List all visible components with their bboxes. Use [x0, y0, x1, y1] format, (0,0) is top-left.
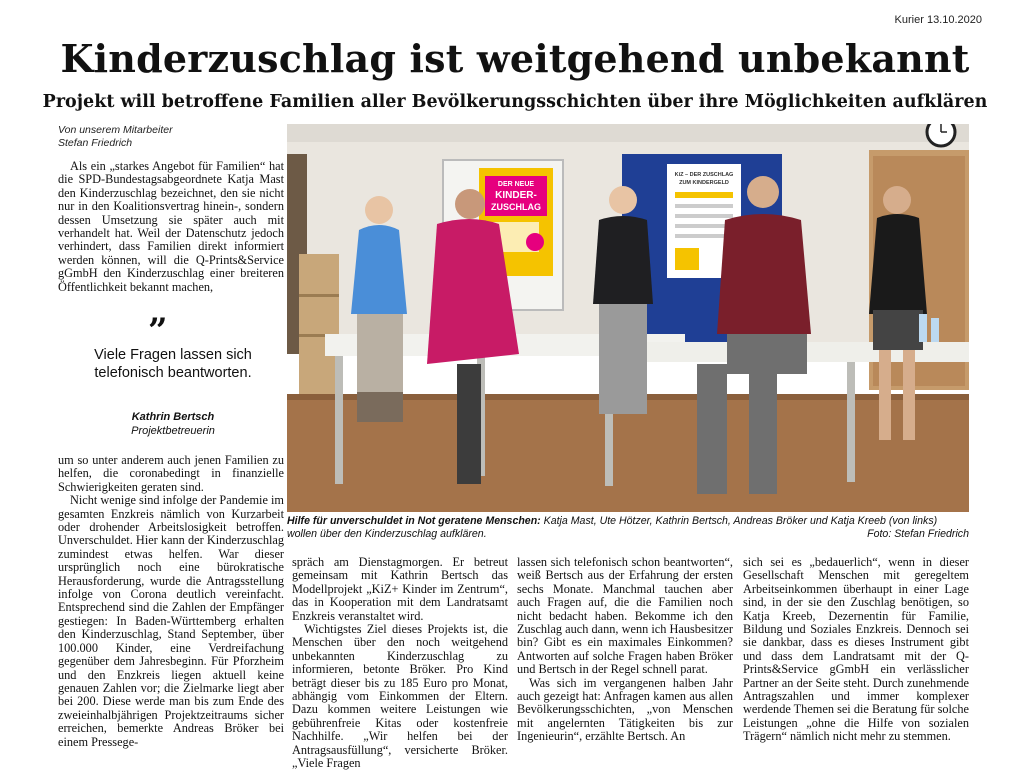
svg-text:DER NEUE: DER NEUE — [497, 181, 535, 188]
svg-text:ZUM KINDERGELD: ZUM KINDERGELD — [679, 180, 729, 186]
article-col3 — [517, 556, 733, 744]
svg-text:KiZ – DER ZUSCHLAG: KiZ – DER ZUSCHLAG — [674, 172, 734, 178]
article-col1-top — [58, 160, 284, 294]
svg-text:KINDER-: KINDER- — [495, 190, 537, 201]
pull-quote-role: Projektbetreuerin — [131, 425, 215, 437]
byline-author: Stefan Friedrich — [58, 137, 133, 149]
caption-text: Katja Mast, Ute Hötzer, Kathrin Bertsch, Andreas Bröker und Katja Kreeb (von links) wollen über den Kinderzuschlag aufklären. — [287, 515, 938, 540]
byline — [58, 124, 173, 150]
paragraph: spräch am Dienstagmorgen. Er betreut gemeinsam mit Kathrin Bertsch das Modellprojekt „KiZ+ Kinder im Zentrum“, das in Kooperation mit dem Landratsamt Enzkreis veranstaltet wird. — [292, 555, 508, 623]
pull-quote-text: Viele Fragen lassen sich telefonisch beantworten. — [94, 347, 252, 381]
article-photo — [287, 124, 969, 512]
pull-quote-author: Kathrin Bertsch — [131, 411, 215, 423]
paragraph: Was sich im vergangenen halben Jahr auch gezeigt hat: Anfragen kamen aus allen Bevölkerungsschichten, „von Menschen mit angelernten Tätigkeiten bis zur Ingenieurin“, erzählte Bertsch. An — [517, 675, 733, 744]
caption-lead: Hilfe für unverschuldet in Not geratene Menschen: — [287, 515, 541, 527]
headline: Kinderzuschlag ist weitgehend unbekannt — [60, 36, 970, 81]
photo-credit: Foto: Stefan Friedrich — [867, 528, 969, 540]
photo-illustration — [287, 124, 969, 512]
subheadline: Projekt will betroffene Familien aller Bevölkerungsschichten über ihre Möglichkeiten aufklären — [42, 92, 988, 112]
source-label: Kurier 13.10.2020 — [894, 14, 982, 26]
article-col1-bottom — [58, 454, 284, 749]
paragraph: Nicht wenige sind infolge der Pandemie im gesamten Enzkreis nämlich von Kurzarbeit oder drohender Arbeitslosigkeit betroffen. Unverschuldet. Hier kann der Kinderzuschlag zumindest etwas helfen. War dieser ursprünglich noch eine bürokratische Herausforderung, wurde die Antragsstellung infolge von Corona deutlich vereinfacht. Entsprechend sind die Zahlen der Empfänger gestiegen: In Baden-Württemberg erhalten den Kinderzuschlag, Stand September, über 100.000 Kinder, eine Verdreifachung gegenüber dem Jahresbeginn. Für Pforzheim und den Enzkreis liegen aktuell keine genauen Zahlen vor; die Zielmarke liegt aber bei 200. Diese werde man bis zum Ende des zweieinhalbjährigen Projektzeitraums sicher erreichen, bemerkte Andreas Bröker bei einem Pressege- — [58, 493, 284, 749]
article-col2 — [292, 556, 508, 771]
byline-line1: Von unserem Mitarbeiter — [58, 124, 173, 136]
paragraph: Als ein „starkes Angebot für Familien“ hat die SPD-Bundestagsabgeordnete Katja Mast den Kinderzuschlag bezeichnet, den sie nicht nur in den Koalitionsvertrag hinein-, sondern dessen Umsetzung sie später auch mit verhandelt hat. Weil der Datenschutz jedoch verhindert, dass Familien direkt informiert werden können, will die Q-Prints&Service gGmbH den Kinderzuschlag einer breiteren Öffentlichkeit bekannt machen, — [58, 159, 284, 294]
paragraph: sich sei es „bedauerlich“, wenn in dieser Gesellschaft Menschen mit geregeltem Arbeitseinkommen überhaupt in einer Lage sind, in der sie den Zuschlag benötigen, so Katja Kreeb, Dezernentin für Familie, Bildung und Soziales Enzkreis. Dennoch sei sie dankbar, dass es dieses Instrument gibt und dass dem Landratsamt mit der Q-Prints&Service gGmbH ein verlässlicher Partner an der Seite steht. Durch zunehmende Antragszahlen und immer komplexer werdende Themen sei die Beratung für solche Leistungen „ohne die Hilfe von sozialen Trägern“ nämlich nicht mehr zu stemmen. — [743, 555, 969, 744]
paragraph: lassen sich telefonisch schon beantworten“, weiß Bertsch aus der Erfahrung der ersten sechs Monate. Manchmal tauchen aber auch Fragen auf, die die Familien noch nicht bedacht haben. Bekomme ich den Zuschlag auch dann, wenn ich Hausbesitzer bin? Gibt es ein maximales Einkommen? Antworten auf solche Fragen haben Bröker und Bertsch in der Regel schnell parat. — [517, 555, 733, 677]
paragraph: um so unter anderem auch jenen Familien zu helfen, die coronabedingt in finanzielle Schwierigkeiten geraten sind. — [58, 453, 284, 494]
svg-text:ZUSCHLAG: ZUSCHLAG — [491, 202, 541, 212]
paragraph: Wichtigstes Ziel dieses Projekts ist, die Menschen über den noch weitgehend unbekannten Kinderzuschlag zu informieren, betonte Bröker. Pro Kind beträgt dieser bis zu 185 Euro pro Monat, abhängig vom Einkommen der Eltern. Dazu kommen weitere Leistungen wie gebührenfreie Kitas oder kostenfreie Nachhilfe. „Wir helfen bei der Antragsausfüllung“, versicherte Bröker. „Viele Fragen — [292, 622, 508, 771]
quote-mark-icon: ” — [148, 311, 168, 351]
article-col4 — [743, 556, 969, 744]
